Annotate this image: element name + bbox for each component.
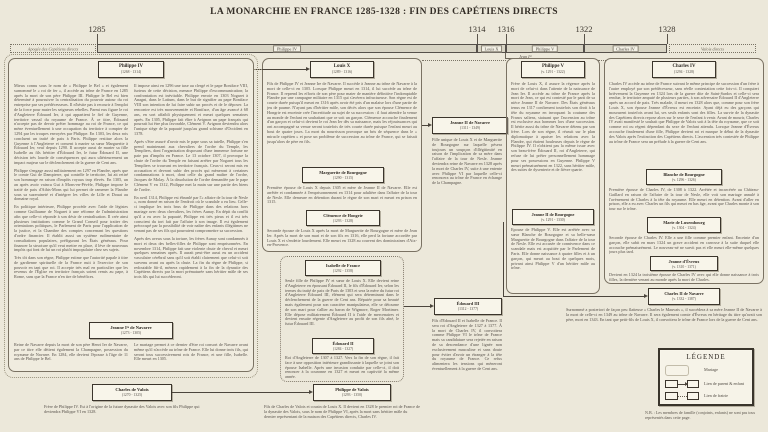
marguerite-text: Première épouse de Louis X depuis 1305 et mère de Jeanne II de Navarre. Elle est arrêtée et condamnée à l'emprisonnement en 1314 pour adultère dans l'affaire de la tour de Nesle. Elle demeure en détention durant le règne de son mari et meurt en prison en 1315. <box>267 186 417 205</box>
jeanne-evreux-text: Devient en 1324 la troisième épouse de Charles IV avec qui elle donne naissance à trois filles, la dernière venant au monde après la mort de Charles. <box>609 273 759 282</box>
timeline-year-1285: 1285 <box>88 24 106 34</box>
timeline-segment-pre-capetiens: Apogée des Capétiens directs <box>10 44 96 53</box>
person-box-edouard3: Édouard III (1312 - 1377) <box>434 298 502 315</box>
arrowhead <box>428 123 432 127</box>
timeline-segment-philippe4: Philippe IV <box>97 44 477 53</box>
person-box-jeanne2-bourgogne: Jeanne II de Bourgogne (v. 1291 - 1330) <box>512 209 594 225</box>
timeline-segment-charles4: Charles IV <box>584 44 667 53</box>
timeline-tick <box>667 34 668 44</box>
legend-item-parent-child: Lien de parent & enfant <box>665 380 747 388</box>
philippe5-text: Frère de Louis X, il assure la régence après la mort de celui-ci dans l'attente de la naissance de Jean Ier. Il accède au trône de France après la mort de Jean, ce qui est contesté par le parti de sa nièce Jeanne II de Navarre. Des États généraux tenus en 1317 confirment toutefois son droit à la tête du royaume en invoquant la coutume des Francs saliens, statuant que l'ascension au trône est exclusive aux hommes lors d'une succession. Il hérite aussi du trône de Navarre détenu par son frère. Lors de son règne, il réussit sur le plan diplomatique à apaiser les relations avec la Flandre, qui étaient houleuses depuis le règne de Philippe IV. Il n'obtient pas la même issue avec son beau-frère Édouard II, roi d'Angleterre, qui refuse de lui prêter personnellement hommage pour ses possessions en Guyenne. Philippe V meurt prématurément en 1322, sans héritier mâle, des suites de dysenterie et de fièvre quarte. <box>511 82 595 173</box>
sibling-dotted-link <box>598 60 606 61</box>
link-isabelle-to-edouard3 <box>404 306 430 307</box>
arrowhead <box>309 390 313 394</box>
link-jeanne2nav-to-charles2nav <box>503 296 644 297</box>
legend-box <box>658 348 754 406</box>
legend-title: LÉGENDE <box>686 353 726 361</box>
charles4-text: Charles IV accède au trône de France suivant le même principe de succession d'un frère à l'autre employé par son prédécesseur, sans réelle contestation cette fois-ci. Il conquiert brièvement la Guyenne en 1324 lors de la guerre dite de Saint-Sardos et celle-ci sera rendue, le territoire amputé de plusieurs parties, à son adversaire Édouard II d'Angleterre après un accord de paix. Très malade, il meurt en 1328 alors que, comme pour son frère Louis X, son épouse Jeanne d'Évreux est enceinte. Ayant déjà eu des garçons qui moururent toutefois avant lui, ses seuls enfants sont des filles. La survie de la dynastie des Capétiens directs repose alors sur le sexe de l'enfant à venir. Avant de mourir, Charles IV avait manifesté le souhait que Philippe de Valois soit à la tête du royaume, que ce soit comme roi ou régent dépendant du sexe de l'enfant attendu. Lorsque Jeanne d'Évreux accouche finalement d'une fille, Philippe devient roi et marque le début de la dynastie des Valois après l'extinction des Capétiens directs. L'ascension très contestée de Philippe au trône de France sera un prélude à la guerre de Cent ans. <box>609 82 759 144</box>
arrowhead <box>430 304 434 308</box>
person-box-isabelle-france: Isabelle de France (1292 - 1358) <box>305 260 381 276</box>
sibling-dotted-link <box>254 69 262 70</box>
timeline-tick <box>506 34 507 44</box>
person-box-clemence-hongrie: Clémence de Hongrie (1293 - 1328) <box>306 210 380 226</box>
person-box-jeanne1-navarre: Jeanne Iʳᵉ de Navarre (1273 - 1305) <box>89 322 173 339</box>
link-charlesvalois-to-philippevalois <box>172 392 309 393</box>
timeline-tick <box>477 34 478 44</box>
person-box-marguerite-bourgogne: Marguerite de Bourgogne (1290 - 1315) <box>302 167 384 183</box>
timeline-year-1314: 1314 <box>468 24 486 34</box>
edouard2-text: Roi d'Angleterre de 1307 à 1327. Vers la fin de son règne, il fait face à une opposition intérieure grandissante à laquelle se joint son épouse Isabelle. Après une invasion conduite par celle-ci, il doit renoncer à la couronne en 1327 et meurt en captivité la même année. <box>285 356 399 380</box>
person-box-blanche-bourgogne: Blanche de Bourgogne (v. 1296 - 1326) <box>646 169 722 185</box>
person-box-marie-luxembourg: Marie de Luxembourg (v. 1304 - 1324) <box>647 217 721 233</box>
timeline-tick <box>97 34 98 44</box>
jeanne1-text-col2: Le mariage permet à ce dernier d'être roi consort de Navarre avant même qu'il n'accède au trône de France. Elle lui donne trois fils, qui seront tous successivement rois de France, et une fille, Isabelle. Elle meurt en 1305. <box>134 343 248 362</box>
louis10-text: Fils de Philippe IV et Jeanne Ire de Navarre. Il succède à Jeanne au trône de Navarre à la mort de celle-ci en 1305. Lorsque Philippe meurt en 1314, il lui succède au trône de France. Il reprend les efforts de son père pour mater de manière définitive l'indomptable Flandre par une campagne militaire en 1315 qui s'avérera infructueuse. Son règne est de courte durée puisqu'il meurt en 1316 après avoir été pris d'un malaise lors d'une partie de jeu de paume. N'ayant pas d'héritier mâle, son décès alors que son épouse Clémence de Hongrie est enceinte crée l'incertitude au sujet de sa succession : il faut attendre la venue au monde de l'enfant en souhaitant que ce soit un garçon. Clémence accouche finalement d'un garçon et celui-ci devient le roi Jean Ier dès sa naissance, mais les réjouissances qui ont accompagné sa venue seront toutefois de très courte durée puisque l'enfant meurt au bout de quatre jours. La mort du nourrisson provoque un bris de séquence dans le « miracle capétien » et pose un problème de succession au trône de France, qui se faisait jusqu'alors de père en fils. <box>267 82 417 144</box>
charles-valois-text: Frère de Philippe IV. Est à l'origine de la future dynastie des Valois avec son fils Philippe qui deviendra Philippe VI en 1328. <box>44 405 200 414</box>
timeline-year-1316: 1316 <box>497 24 515 34</box>
person-box-charles-valois: Charles de Valois (1270 - 1325) <box>92 384 172 401</box>
person-box-charles2-navarre: Charles II de Navarre (v. 1332 - 1387) <box>648 288 720 305</box>
arrowhead <box>306 67 310 71</box>
person-box-jeanne2-navarre: Jeanne II de Navarre (1311 - 1349) <box>432 117 508 134</box>
charles2-navarre-text: Surnommé a posteriori de façon peu flatteuse « Charles le Mauvais », il succédera à sa mère Jeanne II de Navarre à la mort de celle-ci en 1349 au trône de Navarre. Il sera également comte d'Évreux en héritage du titre qu'avait son père, mort en 1343. En tant que petit-fils de Louis X, il convoitera le trône de France lors de la guerre de Cent ans. <box>566 308 762 322</box>
person-box-jeanne-evreux: Jeanne d'Évreux (v. 1310 - 1371) <box>650 256 718 271</box>
isabelle-text: Seule fille de Philippe IV et sœur de Louis X. Elle devient reine d'Angleterre en épousant Édouard II, le fils d'Édouard Ier, selon les termes du traité de paix de Paris de 1303 et sera la mère du futur roi d'Angleterre Édouard III, élément qui sera déterminant dans le déclenchement de la guerre de Cent ans. Réputée pour sa beauté mais également pour son caractère manipulateur, elle se détourne de son mari pour s'allier au baron de Wigmore, Roger Mortimer. Elle dépose militairement Édouard II à l'aide de mercenaires et devient ensuite régente d'Angleterre au profit de son fils aîné, le futur Édouard III. <box>285 279 399 327</box>
parent-child-sample-icon <box>665 380 699 388</box>
person-box-charles4: Charles IV (1294 - 1328) <box>652 61 716 78</box>
philippe-valois-text: Fils de Charles de Valois et cousin de Louis X. Il devient en 1328 le premier roi de France de la dynastie des Valois, sous le nom de Philippe VI, après la mort sans héritier mâle du dernier représentant de la maison des Capétiens directs, Charles IV. <box>264 405 420 419</box>
person-box-philippe-valois: Philippe de Valois (1293 - 1350) <box>313 384 391 401</box>
person-box-philippe4: Philippe IV (1268 - 1314) <box>98 61 164 78</box>
legend-item-sibling: Lien de fratrie <box>665 392 747 400</box>
marriage-sample-icon <box>665 365 699 376</box>
marie-text: Seconde épouse de Charles IV. Elle a une fille comme premier enfant. Enceinte d'un garçon, elle subit en mars 1324 un grave accident en carrosse à la suite duquel elle accouche prématurément. Le nouveau-né ne survit pas et elle meurt elle-même quelques jours plus tard. <box>609 236 759 254</box>
sibling-sample-icon <box>665 392 699 400</box>
timeline-segment-philippe5: Philippe V <box>506 44 584 53</box>
timeline-segment-louis10: Louis X <box>477 44 506 53</box>
person-box-philippe5: Philippe V (v. 1291 - 1322) <box>521 61 585 78</box>
clemence-text: Seconde épouse de Louis X après la mort de Marguerite de Bourgogne et mère de Jean Ier. Après la mort de son mari et de son fils en 1316, elle perd la fortune accordée par Louis X et s'endette lourdement. Elle meurt en 1328 au couvent des dominicaines d'Aix-en-Provence. <box>267 229 417 248</box>
link-jeanne2nav-down <box>503 222 504 297</box>
legend-item-marriage: Mariage <box>665 365 747 376</box>
timeline-tick <box>584 34 585 44</box>
blanche-text: Première épouse de Charles IV, de 1308 à 1322. Arrêtée et incarcérée au Château-Gaillard en raison de l'affaire de la tour de Nesle, elle voit son mariage annulé à l'avènement de Charles à la tête du royaume. Elle meurt en détention. Avant d'aller en prison, elle a eu avec Charles un fils qui meurt en bas âge, avant que Charles monte à son tour sur le trône. <box>609 188 759 212</box>
sibling-dotted-link <box>422 60 506 61</box>
philippe4-text-col2: Il impose ainsi en 1296 une taxe au clergé et le pape Boniface VIII, furieux de cette décision, menace Philippe d'excommunication; la confrontation est inévitable. Philippe envoie en 1303 Nogaret à Anagni, dans le Latium, dans le but de signifier au pape Boniface VIII son intention de lui faire subir un procès et de le déposer. La rencontre est très mouvementée et Boniface, d'un âge avancé à 68 ans, en sort affaibli physiquement et meurt quelques semaines après. En 1305, Philippe fait élire à Avignon un pape français qui pourrait lui être plus favorable, Clément V. Avignon deviendra alors l'unique siège de la papauté jusqu'au grand schisme d'Occident en 1378. Après s'être assuré d'avoir mis le pape sous sa tutelle, Philippe s'en prend maintenant aux chevaliers de l'ordre du Temple, les Templiers, dont l'organisation disposant d'une immense fortune ne paie pas d'impôts en France. Le 13 octobre 1307, il provoque la chute de l'ordre du Temple en faisant arrêter par Nogaret tous les Templiers se trouvant en territoire français. Ceux-ci seront mis en accusation et devront subir des procès qui mèneront à certaines condamnations à mort, dont celle du grand maître de l'ordre, Jacques de Molay. À la dissolution de l'ordre demandée par le pape Clément V en 1312, Philippe met la main sur une partie des biens de l'ordre. En avril 1314, Philippe est ébranlé par l'« affaire de la tour de Nesle », nom donné en raison de l'endroit où le scandale a eu lieu. Celle-ci implique les trois brus de Philippe dans des relations hors mariage avec deux chevaliers, les frères Aunay. En dépit du conflit qu'il a eu avec la papauté, Philippe est très pieux et il est très conscient du tort fait par l'affaire à son image. Il est également préoccupé par la possibilité de voir naître des enfants illégitimes ne venant pas de ses fils qui pourraient compromettre sa succession. Après des aveux sous la torture, les frères Aunay sont condamnés à mort et deux des belles-filles de Philippe sont emprisonnées. En novembre 1314, Philippe fait une violente chute de cheval et meurt quelques semaines après. Il aurait peut-être aussi eu un accident vasculaire cérébral sans qu'il soit établi clairement que celui-ci soit survenu avant ou après la chute. La fin du règne de Philippe, si redoutable fût-il, mènera rapidement à la fin de la dynastie des Capétiens directs par la mort prématurée sans héritier mâle de ses trois fils qui lui succéderont. <box>134 84 248 280</box>
edouard3-text: Fils d'Édouard II et Isabelle de France. Il sera roi d'Angleterre de 1327 à 1377. À la mort de Charles IV, il convoitera comme Philippe VI le trône de France mais sa candidature sera rejetée en raison de sa descendance d'une lignée non exclusivement masculine et sans doute pour éviter d'avoir un étranger à la tête du royaume de France. Ce refus alimentera les tensions qui mèneront éventuellement à la guerre de Cent ans. <box>432 319 502 371</box>
jeanne2-bourgogne-text: Épouse de Philippe V. Elle est arrêtée avec sa sœur Blanche de Bourgogne et sa belle-sœur Marguerite de Bourgogne dans l'affaire de la tour de Nesle. Elle est accusée de connivence dans ce scandale mais est acquittée par le Parlement de Paris. Elle donne naissance à quatre filles et à un garçon, qui meurt au bout de quelques mois, privant ainsi Philippe V d'un héritier mâle au trône. <box>511 228 595 271</box>
page-title: LA MONARCHIE EN FRANCE 1285-1328 : FIN DES CAPÉTIENS DIRECTS <box>210 7 558 17</box>
timeline-year-1328: 1328 <box>658 24 676 34</box>
jeanne2-navarre-text: Fille unique de Louis X et de Marguerite de Bourgogne sur laquelle pèsera toujours un soupçon d'illégitimité en raison de l'implication de sa mère dans l'affaire de la tour de Nesle. Jeanne deviendra reine de Navarre en 1328 après la mort de Charles IV, suite à une entente avec Philippe VI par laquelle celle-ci renoncera au trône de France en échange de la Champagne. <box>432 138 502 186</box>
timeline-year-1322: 1322 <box>575 24 593 34</box>
person-box-edouard2: Édouard II (1284 - 1327) <box>312 338 374 354</box>
jean1-annotation: Jean Iᵉʳ <box>519 54 532 59</box>
timeline-segment-valois: Valois directs <box>669 44 756 53</box>
jeanne1-text-col1: Reine de Navarre depuis la mort de son père Henri Ier de Navarre, par ce titre elle détient également la Champagne, possession du royaume de Navarre. En 1284, elle devient l'épouse à l'âge de 11 ans de Philippe le Bel. <box>14 343 128 362</box>
philippe4-text-col1: Mieux connu sous le nom de « Philippe le Bel » et également surnommé le « roi de fer », il accède au trône de France en 1285 après la mort de son père Philippe III. Philippe le Bel est bien déterminé à poursuivre la centralisation du pouvoir autour du roi entreprise par ses prédécesseurs. Il n'hésite pas à recourir à l'emploi de la force pour mater les seigneurs rebelles. Parmi eux figure le roi d'Angleterre Édouard Ier, à qui appartient le fief de Guyenne, territoire vassal du royaume de France. À ce titre, Édouard n'accepte pas de devoir prêter hommage au roi de France, ce qui mène éventuellement à une occupation du territoire à compter de 1294 par les troupes envoyées par Philippe. En 1303, les deux rois concluent un traité de paix à Paris. Philippe restitue alors la Guyenne à l'Angleterre et consent à marier sa sœur Marguerite à Édouard Ier, veuf depuis 1290. Il accepte aussi de marier sa fille Isabelle au fils héritier d'Édouard Ier, le futur Édouard II, une décision très lourde de conséquences qui aura ultérieurement un impact majeur sur le déclenchement de la guerre de Cent ans. Philippe s'engage aussi militairement en 1297 en Flandre, après que le comte Gui de Dampierre, qui contrôle le territoire, lui ait retiré son hommage en raison d'impôts royaux trop élevés. En 1305, un an après avoir vaincu Gui à Mons-en-Pévèle, Philippe impose le traité de paix d'Athis-Mons qui lui permet de ramener la Flandre sous sa suzeraineté et d'intégrer les villes de Lille et Douai au domaine royal. En politique intérieure, Philippe procède avec l'aide de légistes comme Guillaume de Nogaret à une réforme de l'administration afin que celle-ci réponde à son désir de centralisation. Il crée ainsi plusieurs institutions comme le Grand Conseil pour traiter des orientations politiques, le Parlement de Paris pour l'application de la justice, et la Chambre des comptes concernant les questions d'ordre financier. Il établit aussi un système rudimentaire de consultations populaires, préfigurant les États généraux. Pour financer la structure qu'il veut mettre en place, il lève de nouveaux impôts qui font de lui un roi plutôt impopulaire chez ses sujets. Très tôt dans son règne, Philippe estime que l'autorité papale à titre de gardienne spirituelle de la France nuit à l'exercice de son pouvoir en tant que roi. Il accepte très mal en particulier que les revenus de l'Église en territoire français soient remis au pape, à Rome, sans que la France n'en tire de bénéfices. <box>14 84 128 280</box>
arrowhead <box>644 294 648 298</box>
person-box-louis10: Louis X (1289 - 1316) <box>310 61 374 78</box>
legend-note: N.B. : Les membres de famille (conjoints, enfants) ne sont pas tous représentés dans cette page. <box>645 410 756 420</box>
